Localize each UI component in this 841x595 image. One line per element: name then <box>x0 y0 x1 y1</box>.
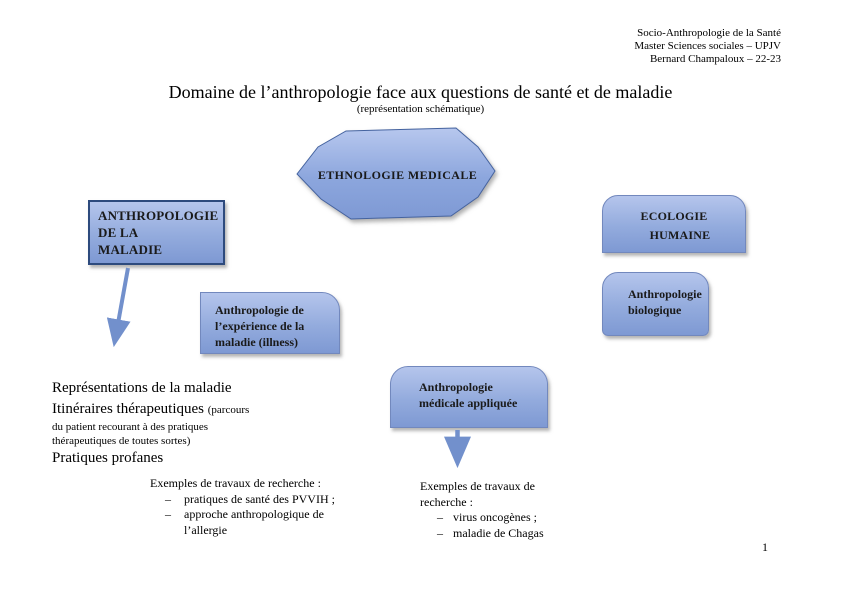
list-item <box>420 526 580 542</box>
examples-right-title: Exemples de travaux de recherche : <box>420 479 535 509</box>
header-line-author: Bernard Champaloux – 22-23 <box>649 53 781 65</box>
itineraires-label: Itinéraires thérapeutiques <box>52 401 208 417</box>
node-ethnologie-medicale <box>290 120 505 230</box>
node-maladie-line2: DE LA <box>98 225 139 240</box>
node-biologique-line2: biologique <box>628 303 682 317</box>
pratiques-profanes-line: Pratiques profanes <box>52 450 164 466</box>
dash-marker: – <box>437 525 443 540</box>
node-appliquee-line2: médicale appliquée <box>419 396 518 410</box>
node-ecologie-line1: ECOLOGIE <box>640 209 708 223</box>
parcours-note-line3: thérapeutiques de toutes sortes) <box>52 435 191 447</box>
list-item <box>150 507 365 538</box>
examples-right-item2: maladie de Chagas <box>453 525 544 540</box>
arrow-maladie-down <box>98 266 158 361</box>
header-line-course: Socio-Anthropologie de la Santé <box>637 27 781 39</box>
page-subtitle: (représentation schématique) <box>356 103 485 115</box>
arrow-appliquee-down <box>440 430 480 475</box>
node-biologique-line1: Anthropologie <box>628 287 702 301</box>
dash-marker: – <box>437 510 443 524</box>
representations-text-block <box>52 378 292 469</box>
examples-left-block <box>150 476 365 538</box>
representations-line2 <box>52 399 292 420</box>
page-title: Domaine de l’anthropologie face aux questions de santé et de maladie <box>168 82 673 102</box>
node-experience-line2: l’expérience de la <box>215 319 305 333</box>
list-item <box>150 492 365 508</box>
page-header <box>634 27 781 66</box>
node-maladie-line1: ANTHROPOLOGIE <box>98 208 219 223</box>
node-anthropologie-biologique <box>602 272 709 336</box>
examples-left-title: Exemples de travaux de recherche : <box>150 476 321 490</box>
parcours-note-line2: du patient recourant à des pratiques <box>52 421 209 433</box>
list-item <box>420 510 580 526</box>
node-ecologie-line2: HUMAINE <box>649 228 711 242</box>
node-appliquee-line1: Anthropologie <box>419 380 493 394</box>
parcours-note-start: (parcours <box>207 404 250 416</box>
page-number: 1 <box>762 540 768 554</box>
node-experience-line1: Anthropologie de <box>215 303 304 317</box>
examples-left-item1: pratiques de santé des PVVIH ; <box>184 491 335 506</box>
examples-right-item1: virus oncogènes ; <box>453 510 537 524</box>
examples-left-item2: approche anthropologique de l’allergie <box>184 507 324 537</box>
node-maladie-line3: MALADIE <box>98 242 163 257</box>
dash-marker: – <box>165 507 171 521</box>
node-anthropologie-maladie <box>88 200 225 265</box>
dash-marker: – <box>165 491 171 506</box>
node-anthropologie-experience <box>200 292 340 354</box>
examples-right-block <box>420 479 580 541</box>
header-line-program: Master Sciences sociales – UPJV <box>634 40 781 52</box>
node-anthropologie-appliquee <box>390 366 548 428</box>
node-ethnologie-label: ETHNOLOGIE MEDICALE <box>317 167 478 182</box>
node-experience-line3: maladie (illness) <box>215 335 298 349</box>
node-ecologie-humaine <box>602 195 746 253</box>
arrow-line <box>115 268 128 340</box>
representations-line1: Représentations de la maladie <box>52 380 232 396</box>
